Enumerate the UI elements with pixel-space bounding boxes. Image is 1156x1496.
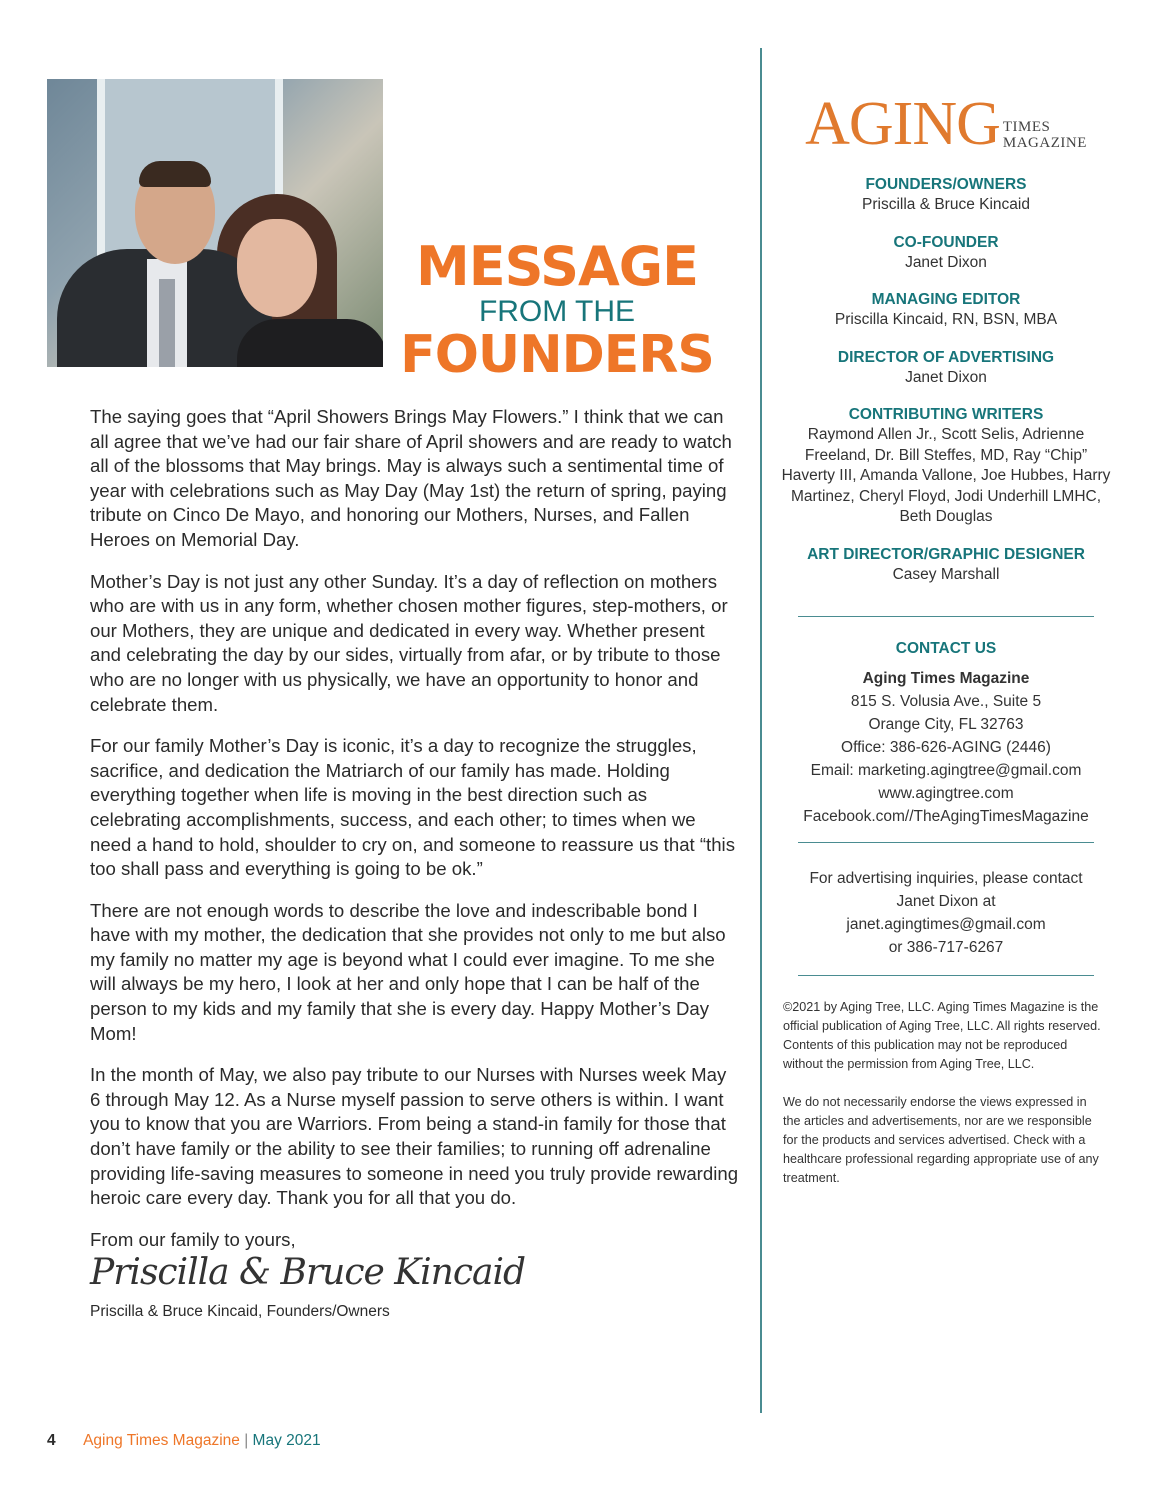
contact-address-line-1: 815 S. Volusia Ave., Suite 5 [850,693,1042,710]
contact-email[interactable]: Email: marketing.agingtree@gmail.com [810,762,1082,779]
advertising-email[interactable]: janet.agingtimes@gmail.com [846,916,1046,933]
role-names: Priscilla & Bruce Kincaid [862,196,1030,213]
article-paragraph: There are not enough words to describe the love and indescribable bond I have with my mother, the dedication that she provides not only to me but also my family no matter my age is beyond what I could ever imagine. To me she will always be my hero, I look at her and only hope that I can be half of the person to my kids and my family that she is every day. Happy Mother’s Day Mom! [90,899,726,1044]
contact-org: Aging Times Magazine [862,670,1030,687]
contact-title: CONTACT US [895,640,997,657]
page-headline [392,235,722,385]
copyright-notice: ©2021 by Aging Tree, LLC. Aging Times Magazine is the official publication of Aging Tree, LLC. All rights reserved. Contents of this publication may not be reproduced without the permission from Aging Tree, LLC. [783,1000,1101,1071]
masthead-role [780,348,1112,389]
founders-photo [47,79,383,367]
advertising-line: For advertising inquiries, please contact [809,870,1083,887]
contact-address-line-2: Orange City, FL 32763 [868,716,1024,733]
headline-line-2: FROM THE [478,295,636,328]
sidebar-divider [798,616,1094,617]
signature-caption: Priscilla & Bruce Kincaid, Founders/Owners [90,1303,390,1321]
headline-line-3: FOUNDERS [400,325,714,385]
logo-subtitle [1003,119,1087,151]
role-title: ART DIRECTOR/GRAPHIC DESIGNER [807,545,1085,563]
role-names: Casey Marshall [892,565,1000,583]
role-names: Raymond Allen Jr., Scott Selis, Adrienne Freeland, Dr. Bill Steffes, MD, Ray “Chip” Haverty III, Amanda Vallone, Joe Hubbes, Harry Martinez, Cheryl Floyd, Jodi Underhill LMHC, Beth Douglas [781,426,1111,525]
sidebar-divider [798,842,1094,843]
closing-line: From our family to yours, [90,1228,296,1250]
masthead-role [780,290,1112,331]
role-names: Janet Dixon [905,368,987,386]
role-title: DIRECTOR OF ADVERTISING [837,348,1055,366]
advertising-block [780,867,1112,959]
role-title: MANAGING EDITOR [871,291,1021,308]
column-divider [760,48,762,1413]
masthead-role [780,233,1112,274]
page-footer [47,1432,321,1450]
contact-facebook[interactable]: Facebook.com//TheAgingTimesMagazine [803,808,1089,825]
photo-man-hair [139,161,211,187]
article-paragraph: In the month of May, we also pay tribute to our Nurses with Nurses week May 6 through May 12. As a Nurse myself passion to serve others is within. I want you to know that you are Warriors. From being a stand-in family for those that don’t have family or the ability to see their families; to running off adrenaline providing life-saving measures to someone in need you truly provide rewarding heroic care every day. Thank you for all that you do. [90,1064,739,1209]
role-title: FOUNDERS/OWNERS [865,176,1027,193]
masthead-role [780,545,1112,586]
sidebar-divider [798,975,1094,976]
footer-magazine-name: Aging Times Magazine [83,1432,240,1449]
article-paragraph: The saying goes that “April Showers Brings May Flowers.” I think that we can all agree that we’ve had our fair share of April showers and are ready to watch all of the blossoms that May brings. May is always such a sentimental time of year with celebrations such as May Day (May 1st) the return of spring, paying tribute on Cinco De Mayo, and honoring our Mothers, Nurses, and Fallen Heroes on Memorial Day. [90,406,732,550]
logo-aging-word: AGING [805,90,1000,158]
contact-office-phone: Office: 386-626-AGING (2446) [841,739,1051,756]
masthead-sidebar [780,85,1112,1188]
article-body [90,405,740,1325]
footer-separator: | [244,1432,249,1449]
footer-issue-date: May 2021 [252,1432,321,1449]
logo-times-word: TIMES [1002,119,1051,135]
article-paragraph: Mother’s Day is not just any other Sunday. It’s a day of reflection on mothers who are with us in any form, whether chosen mother figures, step-mothers, or our Mothers, they are unique and dedicated in every way. Whether present and celebrating the day by our sides, virtually from afar, or by tribute to those who are no longer with us physically, we have an opportunity to honor and celebrate them. [90,570,728,715]
disclaimer-notice: We do not necessarily endorse the views expressed in the articles and advertisements, nor are we responsible for the products and services advertised. Check with a healthcare professional regarding appropriate use of any treatment. [783,1095,1099,1185]
photo-woman-dress [237,319,383,367]
role-title: CONTRIBUTING WRITERS [848,406,1044,423]
headline-line-1: MESSAGE [416,235,698,298]
role-names: Janet Dixon [905,253,987,271]
masthead-role [780,405,1112,528]
article-paragraph: For our family Mother’s Day is iconic, it’s a day to recognize the struggles, sacrifice, and dedication the Matriarch of our family has made. Holding everything together when life is moving in the best direction such as celebrating accomplishments, success, and each other; to times when we need a hand to hold, shoulder to cry on, and someone to reassure us that “this too shall pass and everything is going to be ok.” [90,735,735,880]
logo-magazine-word: MAGAZINE [1002,135,1087,151]
aging-times-logo [780,85,1112,158]
masthead-role [780,175,1112,216]
legal-block [783,998,1103,1188]
role-names: Priscilla Kincaid, RN, BSN, MBA [834,311,1058,328]
role-title: CO-FOUNDER [893,233,999,251]
handwritten-signature: Priscilla & Bruce Kincaid [90,1252,526,1294]
page-number: 4 [47,1432,56,1449]
advertising-line: Janet Dixon at [896,893,996,910]
photo-man-tie [159,279,175,367]
contact-website[interactable]: www.agingtree.com [878,785,1014,802]
photo-woman-face [237,219,317,317]
contact-block [780,639,1112,828]
advertising-phone: or 386-717-6267 [888,939,1004,956]
